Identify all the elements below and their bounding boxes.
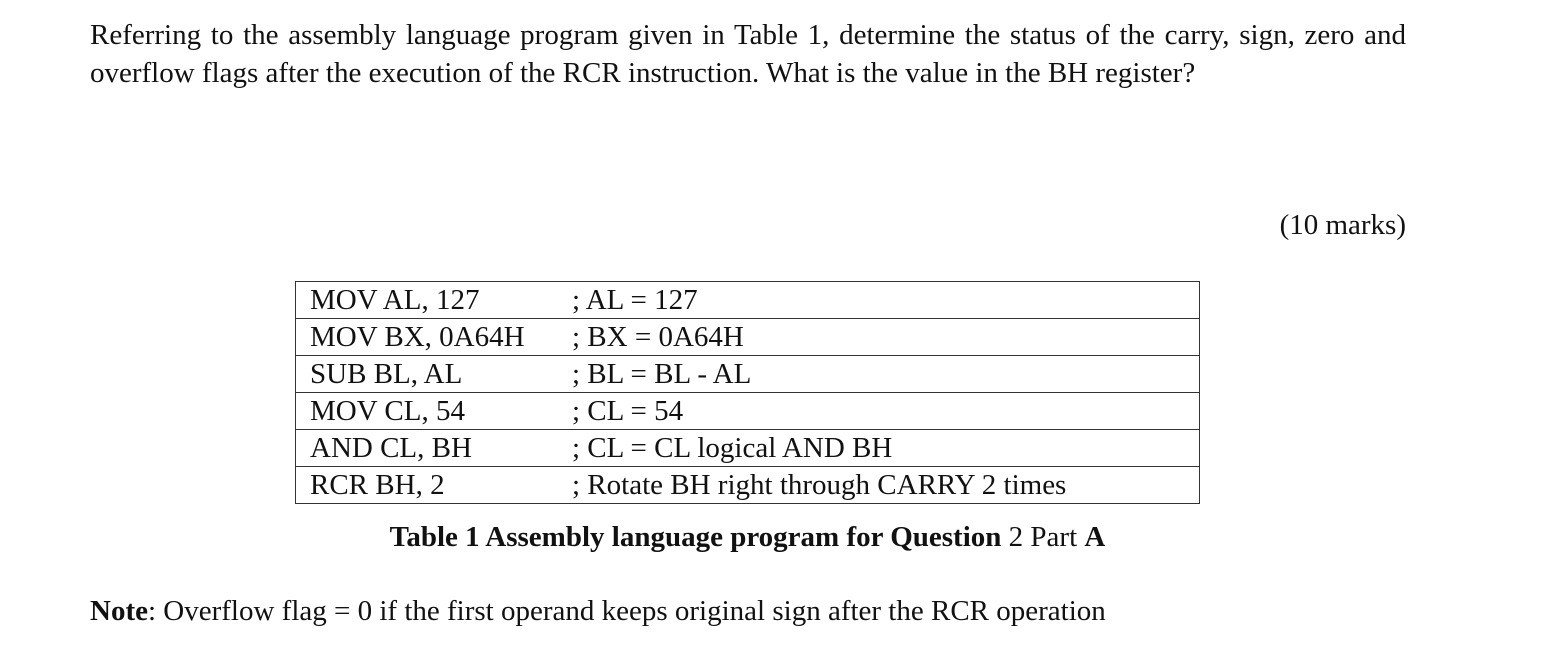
table-caption [295, 518, 1200, 556]
comment-cell: ; CL = 54 [572, 393, 1200, 430]
table-row [296, 282, 1200, 319]
caption-number-text: 2 Part [1001, 521, 1085, 553]
table-row [296, 319, 1200, 356]
instruction-cell: MOV BX, 0A64H [296, 319, 573, 356]
note-text [90, 592, 1106, 630]
caption-tail-text: A [1084, 521, 1106, 553]
instruction-cell: SUB BL, AL [296, 356, 573, 393]
instruction-cell: MOV CL, 54 [296, 393, 573, 430]
table-row [296, 393, 1200, 430]
comment-cell: ; BX = 0A64H [572, 319, 1200, 356]
comment-cell: ; BL = BL - AL [572, 356, 1200, 393]
table-row [296, 467, 1200, 504]
instruction-cell: MOV AL, 127 [296, 282, 573, 319]
assembly-program-table [295, 281, 1200, 504]
comment-cell: ; AL = 127 [572, 282, 1200, 319]
note-label: Note [90, 595, 148, 627]
note-body: : Overflow flag = 0 if the first operand keeps original sign after the RCR operation [147, 595, 1106, 627]
question-text: Referring to the assembly language program given in Table 1, determine the status of the carry, sign, zero and overflow flags after the execution of the RCR instruction. What is the value in the BH register? [90, 19, 1406, 89]
caption-bold-text: Table 1 Assembly language program for Question [389, 521, 1002, 553]
comment-cell: ; Rotate BH right through CARRY 2 times [572, 467, 1200, 504]
instruction-cell: AND CL, BH [296, 430, 573, 467]
comment-cell: ; CL = CL logical AND BH [572, 430, 1200, 467]
instruction-cell: RCR BH, 2 [296, 467, 573, 504]
table-row [296, 430, 1200, 467]
marks-label: (10 marks) [1279, 209, 1406, 241]
table-row [296, 356, 1200, 393]
